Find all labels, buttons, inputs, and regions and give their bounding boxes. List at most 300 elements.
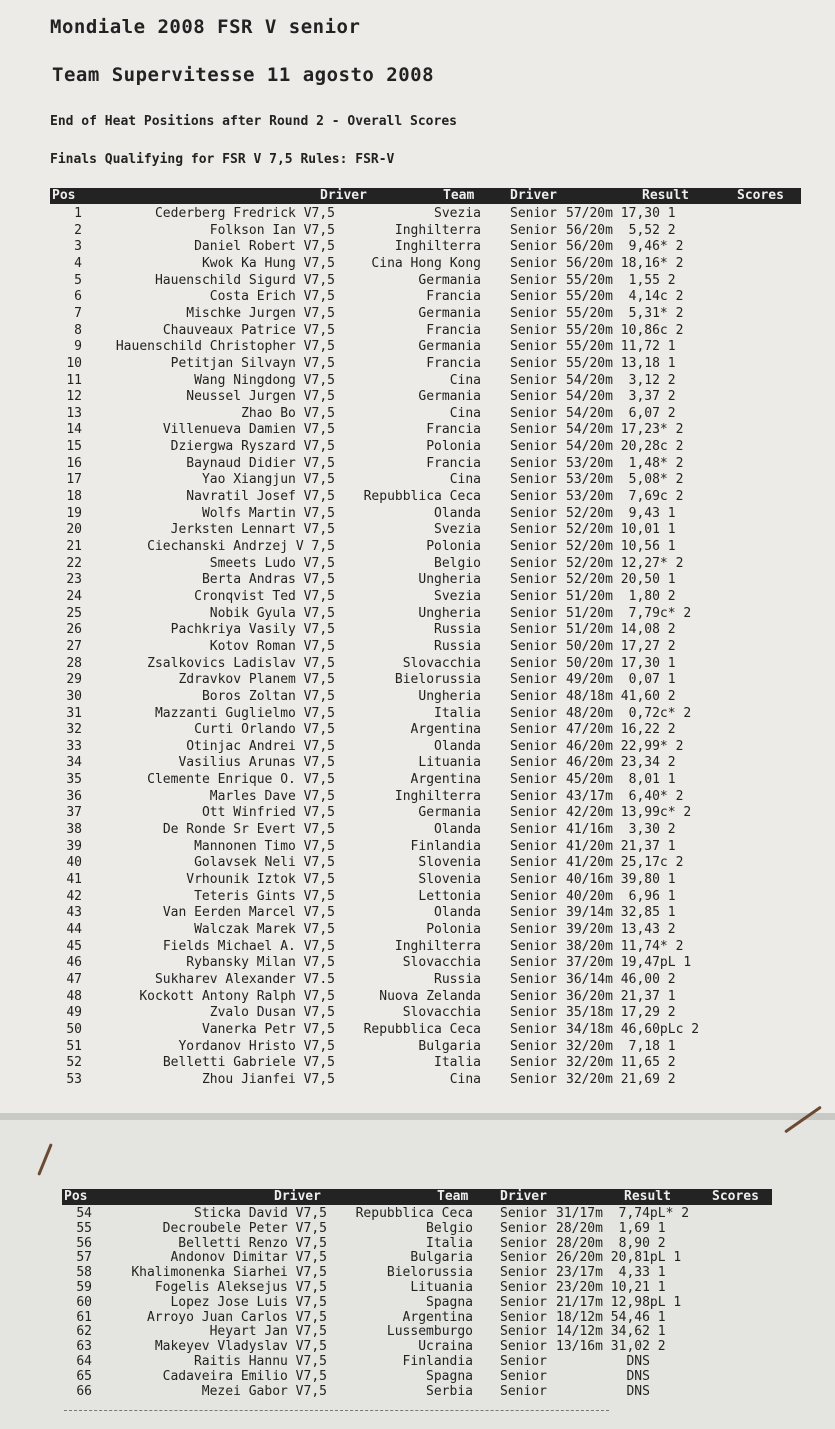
row-position: 64 [76,1354,92,1369]
row-class: Senior [500,1280,547,1295]
row-class: Senior [510,439,557,455]
row-class: Senior [500,1368,547,1384]
table-row [0,972,835,988]
row-driver: Daniel Robert V7,5 [194,239,335,255]
row-team: Repubblica Ceca [355,1206,473,1221]
row-driver: Clemente Enrique O. V7,5 [147,772,335,788]
row-result: 42/20m 13,99c* 2 [566,805,692,821]
table-row [0,822,835,838]
table-row [0,872,835,888]
row-driver: Chauveaux Patrice V7,5 [162,322,335,338]
row-result: 41/20m 25,17c 2 [566,855,684,871]
row-driver: Mazzanti Guglielmo V7,5 [154,705,335,721]
table-row [0,639,835,655]
row-result: 50/20m 17,30 1 [566,655,676,671]
header-driver: Driver [320,188,367,203]
row-team: Argentina [402,1309,473,1325]
row-result: 28/20m 1,69 1 [556,1220,666,1236]
row-team: Olanda [434,822,481,838]
row-result: 54/20m 17,23* 2 [566,422,684,438]
row-position: 29 [66,672,82,688]
row-result: 26/20m 20,81pL 1 [556,1250,682,1266]
row-position: 40 [66,855,82,871]
row-result: 54/20m 3,12 2 [566,372,676,388]
row-driver: Teteris Gints V7,5 [194,888,335,904]
table-row [0,889,835,905]
row-driver: Vrhounik Iztok V7,5 [186,872,335,887]
row-class: Senior [510,505,557,521]
row-position: 4 [74,255,82,271]
row-team: Russia [434,971,481,987]
header-result: Result [642,188,689,203]
table-row [0,572,835,588]
row-result: 14/12m 34,62 1 [556,1324,666,1340]
table-row [0,1280,835,1296]
row-position: 20 [66,522,82,538]
table-row [0,206,835,222]
table-row [0,1206,835,1222]
row-class: Senior [510,822,557,838]
table-row [0,839,835,855]
row-team: Germania [418,339,481,355]
table-row [0,606,835,622]
header-scores: Scores [712,1189,759,1204]
row-result: 36/14m 46,00 2 [566,971,676,987]
row-team: Spagna [426,1368,473,1384]
row-class: Senior [500,1383,547,1399]
row-class: Senior [510,339,557,355]
row-position: 37 [66,805,82,821]
row-result: 53/20m 5,08* 2 [566,472,684,488]
table-row [0,1265,835,1281]
row-class: Senior [510,738,557,754]
row-class: Senior [510,305,557,321]
row-position: 42 [66,888,82,904]
table-row [0,289,835,305]
table-row [0,722,835,738]
row-team: Lettonia [418,888,481,904]
row-position: 34 [66,755,82,771]
header-driver-class: Driver [500,1189,547,1204]
table-row [0,755,835,771]
row-driver: Raitis Hannu V7,5 [193,1354,327,1369]
document-subtitle: Team Supervitesse 11 agosto 2008 [52,64,435,86]
row-team: Ungheria [418,688,481,704]
row-result: 23/17m 4,33 1 [556,1265,666,1281]
row-position: 39 [66,838,82,854]
row-position: 36 [66,788,82,804]
row-team: Russia [434,638,481,654]
row-class: Senior [500,1294,547,1310]
row-position: 54 [76,1206,92,1221]
row-team: Svezia [434,522,481,538]
row-class: Senior [510,971,557,987]
row-driver: Kockott Antony Ralph V7,5 [139,988,335,1004]
row-result: 55/20m 10,86c 2 [566,322,684,338]
row-team: Nuova Zelanda [379,988,481,1004]
row-team: Inghilterra [394,239,481,255]
row-team: Polonia [426,921,481,937]
row-team: Lussemburgo [386,1324,473,1340]
row-result: 32/20m 11,65 2 [566,1055,676,1071]
row-result: 52/20m 12,27* 2 [566,555,684,571]
row-class: Senior [510,938,557,954]
row-class: Senior [510,588,557,604]
table-row [0,506,835,522]
row-team: Spagna [426,1294,473,1310]
row-result: 39/20m 13,43 2 [566,921,676,937]
row-position: 56 [76,1235,92,1251]
row-position: 32 [66,722,82,738]
row-class: Senior [510,555,557,571]
row-driver: Mischke Jurgen V7,5 [186,305,335,321]
row-driver: Zdravkov Planem V7,5 [178,672,335,688]
row-result: 54/20m 20,28c 2 [566,439,684,455]
row-position: 51 [66,1038,82,1054]
row-driver: Kwok Ka Hung V7,5 [201,255,335,271]
row-position: 2 [74,222,82,238]
row-class: Senior [510,239,557,255]
row-driver: Smeets Ludo V7,5 [209,555,335,571]
row-team: Repubblica Ceca [363,1021,481,1037]
row-driver: Yordanov Hristo V7,5 [178,1038,335,1054]
row-class: Senior [510,1071,557,1087]
table-row [0,373,835,389]
row-class: Senior [510,955,557,971]
row-result: 32/20m 7,18 1 [566,1038,676,1054]
row-driver: Marles Dave V7,5 [209,788,335,804]
row-class: Senior [510,355,557,371]
row-team: Francia [426,355,481,371]
row-class: Senior [510,289,557,305]
row-driver: Arroyo Juan Carlos V7,5 [146,1309,327,1325]
row-position: 17 [66,472,82,488]
row-driver: Heyart Jan V7,5 [209,1324,327,1340]
row-class: Senior [510,1038,557,1054]
row-team: Polonia [426,539,481,554]
row-result: 55/20m 13,18 1 [566,355,676,371]
document-title: Mondiale 2008 FSR V senior [50,16,361,38]
table-header [50,188,801,204]
row-class: Senior [510,405,557,421]
table-row [0,1310,835,1326]
row-position: 65 [76,1368,92,1384]
row-team: Germania [418,805,481,821]
row-team: Bielorussia [386,1265,473,1281]
row-team: Russia [434,622,481,638]
row-position: 8 [74,322,82,338]
row-result: DNS [556,1354,650,1369]
row-class: Senior [510,788,557,804]
qualifying-heading: Finals Qualifying for FSR V 7,5 Rules: FSR-V [50,152,395,167]
row-driver: Sticka David V7,5 [193,1206,327,1221]
row-position: 14 [66,422,82,438]
row-class: Senior [510,772,557,788]
row-result: 45/20m 8,01 1 [566,772,676,788]
row-result: 31/17m 7,74pL* 2 [556,1206,690,1221]
row-result: 47/20m 16,22 2 [566,722,676,738]
row-team: Francia [426,455,481,471]
header-result: Result [624,1189,671,1204]
row-driver: Zhou Jianfei V7,5 [201,1071,335,1087]
row-class: Senior [510,322,557,338]
row-driver: Folkson Ian V7,5 [209,222,335,238]
row-class: Senior [510,222,557,238]
row-team: Finlandia [410,838,481,854]
row-team: Ungheria [418,605,481,621]
row-result: 51/20m 7,79c* 2 [566,605,692,621]
row-driver: Wang Ningdong V7,5 [194,372,335,388]
row-team: Francia [426,422,481,438]
row-driver: Zvalo Dusan V7,5 [209,1005,335,1021]
table-row [0,406,835,422]
row-class: Senior [510,489,557,505]
row-driver: Sukharev Alexander V7.5 [154,971,335,987]
row-result: 39/14m 32,85 1 [566,905,676,921]
table-row [0,1055,835,1071]
row-class: Senior [510,855,557,871]
table-row [0,1072,835,1088]
row-team: Inghilterra [394,788,481,804]
table-row [0,1369,835,1385]
table-row [0,356,835,372]
row-team: Slovacchia [402,655,481,671]
row-team: Belgio [434,555,481,571]
row-position: 31 [66,705,82,721]
row-team: Olanda [434,505,481,521]
row-team: Lituania [418,755,481,771]
row-result: 51/20m 1,80 2 [566,588,676,604]
row-driver: Berta Andras V7,5 [201,572,335,588]
table-row [0,855,835,871]
header-team: Team [443,188,475,203]
row-driver: Villenueva Damien V7,5 [162,422,335,438]
row-result: 52/20m 20,50 1 [566,572,676,588]
row-class: Senior [510,1005,557,1021]
row-driver: Ciechanski Andrzej V 7,5 [147,539,335,554]
table-row [0,656,835,672]
table-row [0,1339,835,1355]
row-driver: Dziergwa Ryszard V7,5 [170,439,335,455]
row-class: Senior [510,272,557,288]
table-row [0,905,835,921]
row-position: 59 [76,1280,92,1295]
row-result: 23/20m 10,21 1 [556,1280,666,1295]
row-result: 57/20m 17,30 1 [566,206,676,221]
header-driver-class: Driver [510,188,557,203]
header-driver: Driver [274,1189,321,1204]
row-result: 50/20m 17,27 2 [566,638,676,654]
row-position: 63 [76,1339,92,1355]
row-position: 46 [66,955,82,971]
row-driver: Kotov Roman V7,5 [209,638,335,654]
row-position: 13 [66,405,82,421]
row-result: 13/16m 31,02 2 [556,1339,666,1355]
row-result: 46/20m 23,34 2 [566,755,676,771]
table-row [0,1250,835,1266]
row-position: 55 [76,1220,92,1236]
row-team: Inghilterra [394,222,481,238]
row-position: 28 [66,655,82,671]
table-row [0,522,835,538]
row-driver: Yao Xiangjun V7,5 [201,472,335,488]
row-driver: Jerksten Lennart V7,5 [170,522,335,538]
row-driver: Hauenschild Sigurd V7,5 [154,272,335,288]
row-driver: Fogelis Aleksejus V7,5 [154,1280,327,1295]
row-team: Finlandia [402,1354,473,1369]
row-team: Svezia [434,206,481,221]
row-team: Cina [449,405,481,421]
row-class: Senior [510,722,557,738]
row-position: 61 [76,1309,92,1325]
row-position: 62 [76,1324,92,1340]
row-position: 19 [66,505,82,521]
row-position: 10 [66,355,82,371]
row-result: DNS [556,1368,650,1384]
row-class: Senior [500,1354,547,1369]
row-result: 56/20m 18,16* 2 [566,255,684,271]
row-team: Argentina [410,772,481,788]
table-row [0,922,835,938]
row-driver: Otinjac Andrei V7,5 [186,738,335,754]
row-position: 35 [66,772,82,788]
row-class: Senior [510,705,557,721]
table-row [0,939,835,955]
table-row [0,1236,835,1252]
row-result: 48/18m 41,60 2 [566,688,676,704]
row-team: Polonia [426,439,481,455]
row-position: 7 [74,305,82,321]
table-row [0,223,835,239]
row-driver: Cederberg Fredrick V7,5 [154,206,335,221]
row-position: 3 [74,239,82,255]
table-row [0,622,835,638]
row-driver: Pachkriya Vasily V7,5 [170,622,335,638]
row-driver: Lopez Jose Luis V7,5 [170,1294,327,1310]
row-result: 37/20m 19,47pL 1 [566,955,692,971]
row-position: 24 [66,588,82,604]
row-class: Senior [510,422,557,438]
table-row [0,256,835,272]
header-team: Team [437,1189,469,1204]
row-result: 54/20m 3,37 2 [566,389,676,405]
header-pos: Pos [64,1189,88,1204]
row-driver: Khalimonenka Siarhei V7,5 [131,1265,327,1281]
row-team: Cina [449,472,481,488]
row-class: Senior [510,638,557,654]
row-result: 54/20m 6,07 2 [566,405,676,421]
row-class: Senior [510,672,557,688]
row-position: 27 [66,638,82,654]
row-team: Francia [426,322,481,338]
row-position: 9 [74,339,82,355]
row-class: Senior [510,372,557,388]
row-driver: Nobik Gyula V7,5 [209,605,335,621]
row-result: 48/20m 0,72c* 2 [566,705,692,721]
row-class: Senior [500,1220,547,1236]
row-result: 35/18m 17,29 2 [566,1005,676,1021]
row-position: 57 [76,1250,92,1266]
table-row [0,323,835,339]
row-position: 11 [66,372,82,388]
table-row [0,1295,835,1311]
row-position: 6 [74,289,82,305]
row-team: Belgio [426,1220,473,1236]
row-driver: Costa Erich V7,5 [209,289,335,305]
row-team: Cina Hong Kong [371,255,481,271]
row-result: 40/20m 6,96 1 [566,888,676,904]
row-driver: Navratil Josef V7,5 [186,489,335,505]
table-row [0,689,835,705]
table-row [0,1005,835,1021]
row-driver: Hauenschild Christopher V7,5 [115,339,335,355]
row-team: Lituania [410,1280,473,1295]
row-result: 41/20m 21,37 1 [566,838,676,854]
row-result: 34/18m 46,60pLc 2 [566,1021,700,1037]
row-team: Argentina [410,722,481,738]
row-team: Inghilterra [394,938,481,954]
row-result: 53/20m 1,48* 2 [566,455,684,471]
row-team: Germania [418,389,481,405]
row-result: 55/20m 11,72 1 [566,339,676,355]
table-row [0,539,835,555]
row-driver: Wolfs Martin V7,5 [201,505,335,521]
row-class: Senior [510,572,557,588]
table-row [0,389,835,405]
row-result: 56/20m 9,46* 2 [566,239,684,255]
row-result: 52/20m 10,01 1 [566,522,676,538]
section-heading: End of Heat Positions after Round 2 - Overall Scores [50,114,457,129]
row-team: Italia [434,1055,481,1071]
row-position: 41 [66,872,82,887]
row-team: Slovacchia [402,955,481,971]
row-result: 52/20m 10,56 1 [566,539,676,554]
row-team: Italia [434,705,481,721]
row-result: 36/20m 21,37 1 [566,988,676,1004]
row-result: 21/17m 12,98pL 1 [556,1294,682,1310]
row-class: Senior [510,522,557,538]
row-class: Senior [510,688,557,704]
row-team: Serbia [426,1383,473,1399]
dashed-divider [64,1410,609,1411]
row-position: 44 [66,921,82,937]
row-result: 51/20m 14,08 2 [566,622,676,638]
row-class: Senior [510,838,557,854]
row-position: 60 [76,1294,92,1310]
row-team: Francia [426,289,481,305]
header-scores: Scores [737,188,784,203]
table-row [0,589,835,605]
row-result: 56/20m 5,52 2 [566,222,676,238]
row-team: Bielorussia [394,672,481,688]
row-driver: Baynaud Didier V7,5 [186,455,335,471]
row-result: 32/20m 21,69 2 [566,1071,676,1087]
row-result: DNS [556,1383,650,1399]
row-class: Senior [500,1250,547,1266]
row-class: Senior [510,472,557,488]
row-class: Senior [510,905,557,921]
row-team: Slovacchia [402,1005,481,1021]
row-driver: Fields Michael A. V7,5 [162,938,335,954]
table-row [0,1039,835,1055]
row-position: 26 [66,622,82,638]
row-team: Bulgaria [418,1038,481,1054]
row-result: 38/20m 11,74* 2 [566,938,684,954]
table-row [0,439,835,455]
row-class: Senior [510,1055,557,1071]
table-row [0,456,835,472]
row-position: 53 [66,1071,82,1087]
